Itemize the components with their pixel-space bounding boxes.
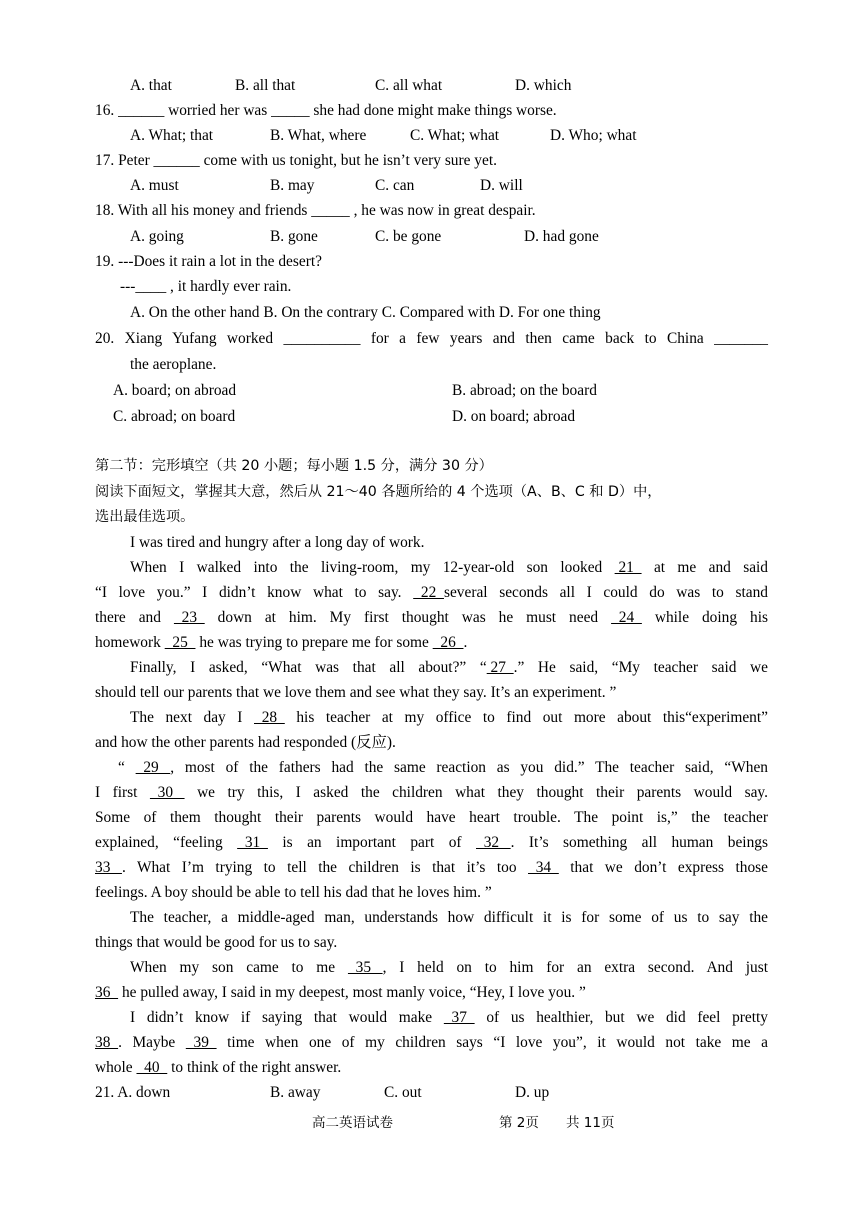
passage-line: explained, “feeling 31 is an important part of 32 . It’s something all human beings [95,834,768,851]
passage-line: “I love you.” I didn’t know what to say. 22 several seconds all I could do was to stand [95,584,768,601]
passage-line: I didn’t know if saying that would make 37 of us healthier, but we did feel pretty [130,1009,768,1026]
q21-option-b: B. away [270,1084,321,1101]
passage-line: I was tired and hungry after a long day of work. [130,534,425,551]
blank-26: 26 [432,634,464,651]
blank-23: 23 [173,609,205,626]
q18-option-b: B. gone [270,228,318,245]
blank-34: 34 [528,859,559,876]
passage-line: I first 30 we try this, I asked the children what they thought their parents would say. [95,784,768,801]
q16-option-c: C. What; what [410,127,500,144]
passage-line: whole 40 to think of the right answer. [95,1059,342,1076]
blank-40: 40 [136,1059,168,1076]
q17-stem: 17. Peter ______ come with us tonight, but he isn’t very sure yet. [95,152,497,169]
blank-38: 38 [95,1034,119,1051]
q15-option-a: A. that [130,77,172,94]
q20-stem-cont: the aeroplane. [130,356,217,373]
passage-line: 38 . Maybe 39 time when one of my children says “I love you”, it would not take me a [95,1034,768,1051]
q18-option-c: C. be gone [375,228,442,245]
blank-30: 30 [149,784,185,801]
blank-39: 39 [185,1034,217,1051]
q20-option-b: B. abroad; on the board [452,382,597,399]
blank-29: 29 [135,759,171,776]
section2-instructions-cont: 选出最佳选项。 [95,509,195,525]
q19-options: A. On the other hand B. On the contrary C. Compared with D. For one thing [130,304,601,321]
q21-option-d: D. up [515,1084,550,1101]
passage-line: 33 . What I’m trying to tell the children is that it’s too 34 that we don’t express those [95,859,768,876]
q21-option-c: C. out [384,1084,422,1101]
passage-line: feelings. A boy should be able to tell his dad that he loves him. ” [95,884,492,901]
blank-22: 22 [413,584,444,601]
q16-option-a: A. What; that [130,127,214,144]
passage-line: should tell our parents that we love them and see what they say. It’s an experiment. ” [95,684,617,701]
q15-option-d: D. which [515,77,572,94]
passage-line: “ 29 , most of the fathers had the same reaction as you did.” The teacher said, “When [118,759,768,776]
footer-page-number: 第 2页 [499,1115,539,1131]
q16-option-d: D. Who; what [550,127,637,144]
passage-line: 36 he pulled away, I said in my deepest, most manly voice, “Hey, I love you. ” [95,984,586,1001]
passage-line: The teacher, a middle-aged man, understands how difficult it is for some of us to say the [130,909,768,926]
passage-line: Finally, I asked, “What was that all about?” “ 27 .” He said, “My teacher said we [130,659,768,676]
q20-option-a: A. board; on abroad [113,382,237,399]
passage-line: and how the other parents had responded (反应). [95,734,396,751]
blank-35: 35 [347,959,383,976]
q16-stem: 16. ______ worried her was _____ she had done might make things worse. [95,102,557,119]
footer-subject: 高二英语试卷 [312,1115,393,1131]
passage-line: things that would be good for us to say. [95,934,338,951]
passage-line: When I walked into the living-room, my 12-year-old son looked 21 at me and said [130,559,769,576]
q18-option-d: D. had gone [524,228,599,245]
q20-option-c: C. abroad; on board [113,408,236,425]
q15-option-b: B. all that [235,77,296,94]
blank-28: 28 [254,709,285,726]
blank-21: 21 [614,559,642,576]
footer-total-pages: 共 11页 [566,1115,615,1131]
blank-24: 24 [611,609,642,626]
passage-line: Some of them thought their parents would have heart trouble. The point is,” the teacher [95,809,768,826]
q19-stem: 19. ---Does it rain a lot in the desert? [95,253,322,270]
q20-stem: 20. Xiang Yufang worked __________ for a few years and then came back to China _______ [95,330,768,347]
blank-36: 36 [95,984,119,1001]
blank-25: 25 [164,634,196,651]
q21-option-a: 21. A. down [95,1084,171,1101]
q18-option-a: A. going [130,228,184,245]
blank-27: 27 [486,659,514,676]
q17-option-d: D. will [480,177,523,194]
section2-instructions: 阅读下面短文，掌握其大意，然后从 21～40 各题所给的 4 个选项（A、B、C 和 D）中， [95,484,662,500]
q17-option-b: B. may [270,177,315,194]
q18-stem: 18. With all his money and friends _____ , he was now in great despair. [95,202,536,219]
q17-option-a: A. must [130,177,179,194]
q16-option-b: B. What, where [270,127,367,144]
passage-line: homework 25 he was trying to prepare me for some 26 . [95,634,468,651]
q15-option-c: C. all what [375,77,443,94]
q19-reply: ---____ , it hardly ever rain. [120,278,292,295]
passage-line: there and 23 down at him. My first thought was he must need 24 while doing his [95,609,768,626]
section2-title: 第二节：完形填空（共 20 小题；每小题 1.5 分，满分 30 分） [95,458,493,474]
blank-32: 32 [476,834,511,851]
blank-33: 33 [95,859,122,876]
passage-line: The next day I 28 his teacher at my office to find out more about this“experiment” [130,709,768,726]
blank-37: 37 [443,1009,475,1026]
q17-option-c: C. can [375,177,415,194]
q20-option-d: D. on board; abroad [452,408,576,425]
blank-31: 31 [237,834,268,851]
passage-line: When my son came to me 35 , I held on to him for an extra second. And just [130,959,769,976]
